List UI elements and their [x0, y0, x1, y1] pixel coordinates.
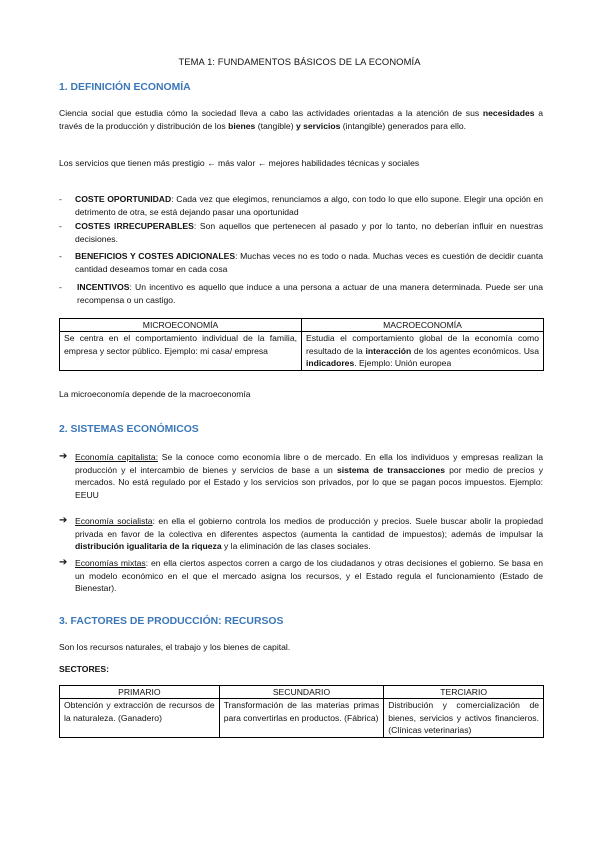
definition-text-1: Ciencia social que estudia cómo la sociedad lleva a cabo las actividades orientadas a la atención de sus: [59, 108, 483, 118]
micro-macro-table: [59, 318, 544, 371]
table-header-primario: PRIMARIO: [60, 686, 220, 699]
table-header-terciario: TERCIARIO: [384, 686, 544, 699]
bullet-term: COSTES IRRECUPERABLES: [75, 221, 194, 231]
sectores-table: [59, 685, 544, 738]
section-3-heading: 3. FACTORES DE PRODUCCIÓN: RECURSOS: [59, 616, 284, 627]
table-cell-primario: Obtención y extracción de recursos de la naturaleza. (Ganadero): [60, 699, 220, 737]
arrow-icon: ➔: [59, 515, 68, 526]
definition-text-2: a través de la producción y distribución de los: [59, 108, 544, 131]
table-cell-terciario: Distribución y comercialización de bienes, servicios y activos financieros. (Clínicas veterinarias): [384, 699, 544, 737]
resources-intro: Son los recursos naturales, el trabajo y los bienes de capital.: [59, 642, 291, 652]
table-header-macro: MACROECONOMÍA: [302, 319, 544, 332]
sectores-label: SECTORES:: [59, 664, 109, 674]
bullet-costes-irrecuperables: [59, 220, 543, 246]
table-row: [60, 332, 544, 370]
bullet-term: INCENTIVOS: [77, 282, 130, 292]
section-1-heading: 1. DEFINICIÓN ECONOMÍA: [59, 82, 191, 93]
bullet-text: : Muchas veces no es todo o nada. Muchas veces es cuestión de decidir cuanta cantidad deseamos tomar en cada cosa: [75, 251, 544, 274]
table-header-row: [60, 686, 544, 699]
arrow-icon: ➔: [59, 451, 68, 462]
bullet-term: COSTE OPORTUNIDAD: [75, 194, 172, 204]
definition-text-3: (tangible): [255, 120, 296, 131]
table-row: [60, 699, 544, 737]
bullet-incentivos: [59, 281, 543, 307]
bullet-text: : Un incentivo es aquello que induce a una persona a actuar de una manera determinada. Puede ser una recompensa o un castigo.: [77, 282, 543, 305]
bullet-beneficios-costes: [59, 250, 543, 276]
item-term: Economía capitalista:: [75, 452, 159, 462]
bullet-term: BENEFICIOS Y COSTES ADICIONALES: [75, 251, 236, 261]
bullet-coste-oportunidad: [59, 193, 543, 219]
table-header-row: [60, 319, 544, 332]
economy-definition: [59, 107, 543, 132]
definition-bold-bienes: bienes: [228, 120, 256, 131]
list-item-economia-capitalista: ➔ Economía capitalista: Se la conoce como economía libre o de mercado. En ella los individuos y empresas realizan la producción y el intercambio de bienes y servicios de base a un sistema de transacciones por medio de precios y mercados. No está regulado por el Estado y los servicios son privados, por lo que se pagan pocos impuestos. Ejemplo: EEUU: [59, 451, 544, 500]
item-term: Economías mixtas: [75, 558, 146, 568]
definition-text-4: (intangible) generados para ello.: [340, 120, 467, 131]
document-title: TEMA 1: FUNDAMENTOS BÁSICOS DE LA ECONOMÍA: [178, 56, 421, 67]
bullet-dash: -: [59, 251, 62, 261]
section-2-heading: 2. SISTEMAS ECONÓMICOS: [59, 424, 199, 435]
services-prestige-line: Los servicios que tienen más prestigio ← más valor ← mejores habilidades técnicas y sociales: [59, 158, 420, 168]
table-header-micro: MICROECONOMÍA: [60, 319, 302, 332]
list-item-economia-socialista: ➔ Economía socialista: en ella el gobierno controla los medios de producción y precios. Suele buscar abolir la propiedad privada en favor de la colectiva en diferentes aspectos (aumenta la cantidad de impuestos); además de impulsar la distribución igualitaria de la riqueza y la eliminación de las clases sociales.: [59, 515, 543, 552]
table-cell-macro: Estudia el comportamiento global de la economía como resultado de la interacción de los agentes económicos. Usa indicadores. Ejemplo: Unión europea: [302, 332, 544, 370]
definition-bold-servicios: y servicios: [295, 120, 341, 131]
bullet-text: : Son aquellos que pertenecen al pasado y por lo tanto, no deberían influir en nuestras decisiones.: [75, 221, 543, 244]
table-cell-micro: Se centra en el comportamiento individual de la familia, empresa y sector público. Ejemplo: mi casa/ empresa: [60, 332, 302, 370]
bullet-dash: -: [59, 194, 62, 204]
micro-macro-note: La microeconomía depende de la macroeconomía: [59, 389, 251, 399]
bullet-text: : Cada vez que elegimos, renunciamos a algo, con todo lo que ello supone. Elegir una opción en detrimento de otra, se está dejando pasar una oportunidad: [75, 194, 544, 217]
bullet-dash: -: [59, 221, 62, 231]
item-term: Economía socialista: [75, 516, 153, 526]
bullet-dash: -: [59, 282, 62, 292]
table-header-secundario: SECUNDARIO: [219, 686, 384, 699]
list-item-economias-mixtas: ➔ Economías mixtas: en ella ciertos aspectos corren a cargo de los ciudadanos y otras decisiones el gobierno. Se basa en un modelo económico en el que el mercado asigna los recursos, y el Estado regula el funcionamiento (Estado de Bienestar).: [59, 557, 543, 594]
definition-bold-necesidades: necesidades: [482, 108, 535, 118]
table-cell-secundario: Transformación de las materias primas para convertirlas en productos. (Fábrica): [219, 699, 384, 737]
arrow-icon: ➔: [59, 557, 68, 568]
